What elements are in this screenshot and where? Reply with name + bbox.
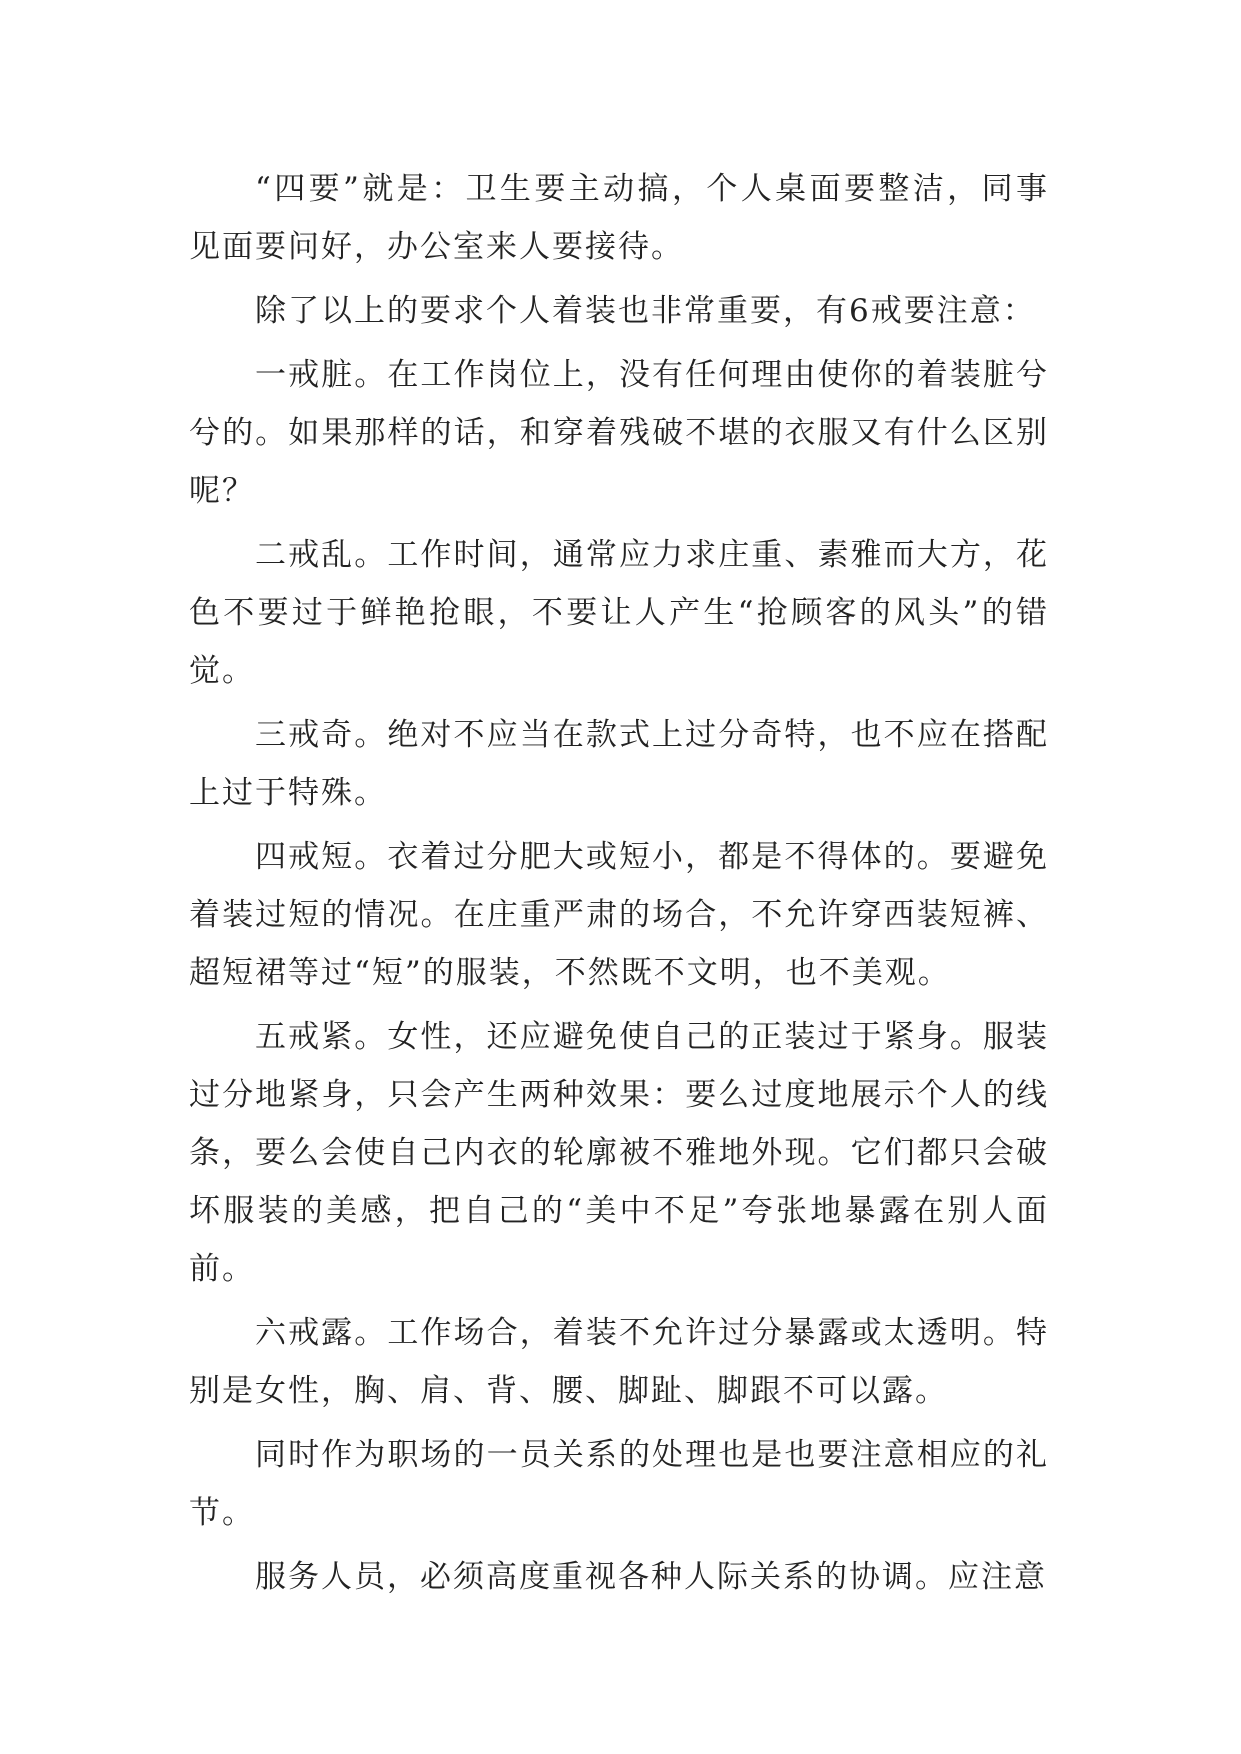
paragraph-rule-exposed: 六戒露。工作场合，着装不允许过分暴露或太透明。特别是女性，胸、肩、背、腰、脚趾、脚跟不可以露。 — [189, 1315, 1049, 1409]
paragraph-dress-intro: 除了以上的要求个人着装也非常重要，有6戒要注意： — [255, 293, 1036, 329]
paragraph-rule-messy: 二戒乱。工作时间，通常应力求庄重、素雅而大方，花色不要过于鲜艳抢眼，不要让人产生“抢顾客的风头”的错觉。 — [189, 537, 1049, 689]
document-body — [189, 160, 1049, 1612]
paragraph-workplace-relations: 同时作为职场的一员关系的处理也是也要注意相应的礼节。 — [189, 1437, 1049, 1531]
paragraph-rule-dirty: 一戒脏。在工作岗位上，没有任何理由使你的着装脏兮兮的。如果那样的话，和穿着残破不堪的衣服又有什么区别呢？ — [189, 357, 1049, 509]
paragraph-four-requirements: “四要”就是：卫生要主动搞，个人桌面要整洁，同事见面要问好，办公室来人要接待。 — [189, 171, 1049, 265]
paragraph-rule-short: 四戒短。衣着过分肥大或短小，都是不得体的。要避免着装过短的情况。在庄重严肃的场合，不允许穿西装短裤、超短裙等过“短”的服装，不然既不文明，也不美观。 — [189, 839, 1049, 991]
paragraph-rule-odd: 三戒奇。绝对不应当在款式上过分奇特，也不应在搭配上过于特殊。 — [189, 717, 1049, 811]
paragraph-rule-tight: 五戒紧。女性，还应避免使自己的正装过于紧身。服装过分地紧身，只会产生两种效果：要么过度地展示个人的线条，要么会使自己内衣的轮廓被不雅地外现。它们都只会破坏服装的美感，把自己的“美中不足”夸张地暴露在别人面前。 — [189, 1019, 1049, 1287]
paragraph-service-staff: 服务人员，必须高度重视各种人际关系的协调。应注意 — [255, 1559, 1047, 1595]
